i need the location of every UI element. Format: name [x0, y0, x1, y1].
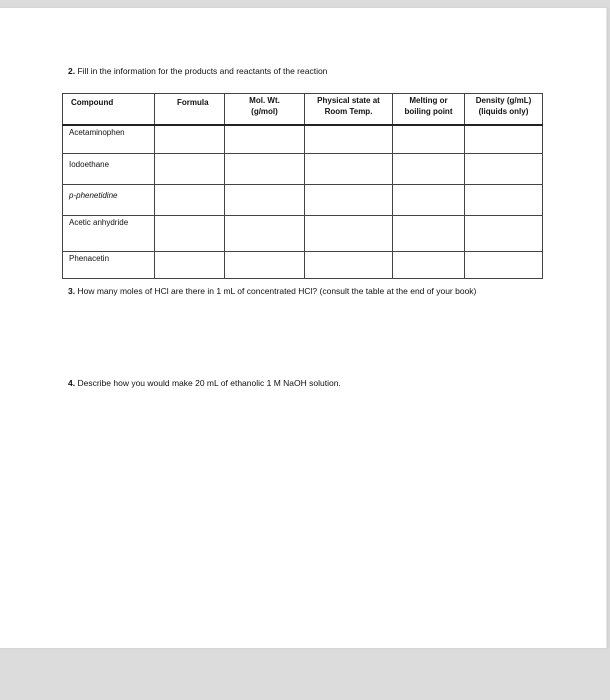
header-melting-boiling-line2: boiling point — [404, 107, 453, 116]
header-mol-wt-line1: Mol. Wt. — [249, 96, 280, 105]
table-row — [63, 125, 543, 154]
cell-density[interactable] — [465, 154, 543, 185]
reactants-products-table — [62, 93, 543, 279]
cell-formula[interactable] — [155, 154, 225, 185]
header-compound-label: Compound — [71, 98, 114, 107]
header-formula-label: Formula — [177, 98, 209, 107]
cell-melting-boiling[interactable] — [393, 185, 465, 216]
worksheet-page — [0, 8, 607, 648]
cell-physical-state[interactable] — [305, 252, 393, 279]
header-physical-state-line1: Physical state at — [317, 96, 380, 105]
cell-melting-boiling[interactable] — [393, 216, 465, 252]
cell-physical-state[interactable] — [305, 185, 393, 216]
cell-mol-wt[interactable] — [225, 216, 305, 252]
header-density-line2: (liquids only) — [478, 107, 529, 116]
header-melting-boiling-line1: Melting or — [409, 96, 448, 105]
cell-formula[interactable] — [155, 185, 225, 216]
header-compound — [63, 94, 155, 126]
question-2 — [68, 66, 327, 76]
question-2-number: 2. — [68, 66, 76, 76]
row-label-acetic-anhydride: Acetic anhydride — [63, 216, 155, 252]
question-3-number: 3. — [68, 286, 76, 296]
cell-mol-wt[interactable] — [225, 185, 305, 216]
cell-density[interactable] — [465, 125, 543, 154]
cell-density[interactable] — [465, 216, 543, 252]
header-melting-boiling — [393, 94, 465, 126]
cell-physical-state[interactable] — [305, 125, 393, 154]
header-density — [465, 94, 543, 126]
cell-mol-wt[interactable] — [225, 252, 305, 279]
header-mol-wt — [225, 94, 305, 126]
table-row — [63, 185, 543, 216]
row-label-iodoethane: Iodoethane — [63, 154, 155, 185]
cell-mol-wt[interactable] — [225, 125, 305, 154]
row-label-p-phenetidine — [63, 185, 155, 216]
cell-formula[interactable] — [155, 252, 225, 279]
cell-melting-boiling[interactable] — [393, 125, 465, 154]
header-physical-state-line2: Room Temp. — [324, 107, 373, 116]
table-row — [63, 154, 543, 185]
question-3 — [68, 284, 538, 299]
cell-formula[interactable] — [155, 216, 225, 252]
row-label-phenacetin: Phenacetin — [63, 252, 155, 279]
cell-density[interactable] — [465, 185, 543, 216]
question-4 — [68, 377, 538, 389]
header-physical-state — [305, 94, 393, 126]
cell-melting-boiling[interactable] — [393, 154, 465, 185]
table-header-row — [63, 94, 543, 126]
header-density-line1: Density (g/mL) — [475, 96, 532, 105]
header-mol-wt-line2: (g/mol) — [251, 107, 278, 116]
table-row — [63, 216, 543, 252]
cell-formula[interactable] — [155, 125, 225, 154]
p-phenetidine-text: p-phenetidine — [69, 191, 118, 200]
question-2-text: Fill in the information for the products and reactants of the reaction — [77, 66, 328, 76]
question-4-number: 4. — [68, 378, 76, 388]
cell-mol-wt[interactable] — [225, 154, 305, 185]
header-formula — [155, 94, 225, 126]
cell-physical-state[interactable] — [305, 216, 393, 252]
cell-density[interactable] — [465, 252, 543, 279]
table-row — [63, 252, 543, 279]
row-label-acetaminophen: Acetaminophen — [63, 125, 155, 154]
question-4-text: Describe how you would make 20 mL of ethanolic 1 M NaOH solution. — [77, 378, 341, 388]
question-3-text: How many moles of HCl are there in 1 mL of concentrated HCl? (consult the table at the end of your book) — [77, 286, 477, 296]
cell-melting-boiling[interactable] — [393, 252, 465, 279]
cell-physical-state[interactable] — [305, 154, 393, 185]
